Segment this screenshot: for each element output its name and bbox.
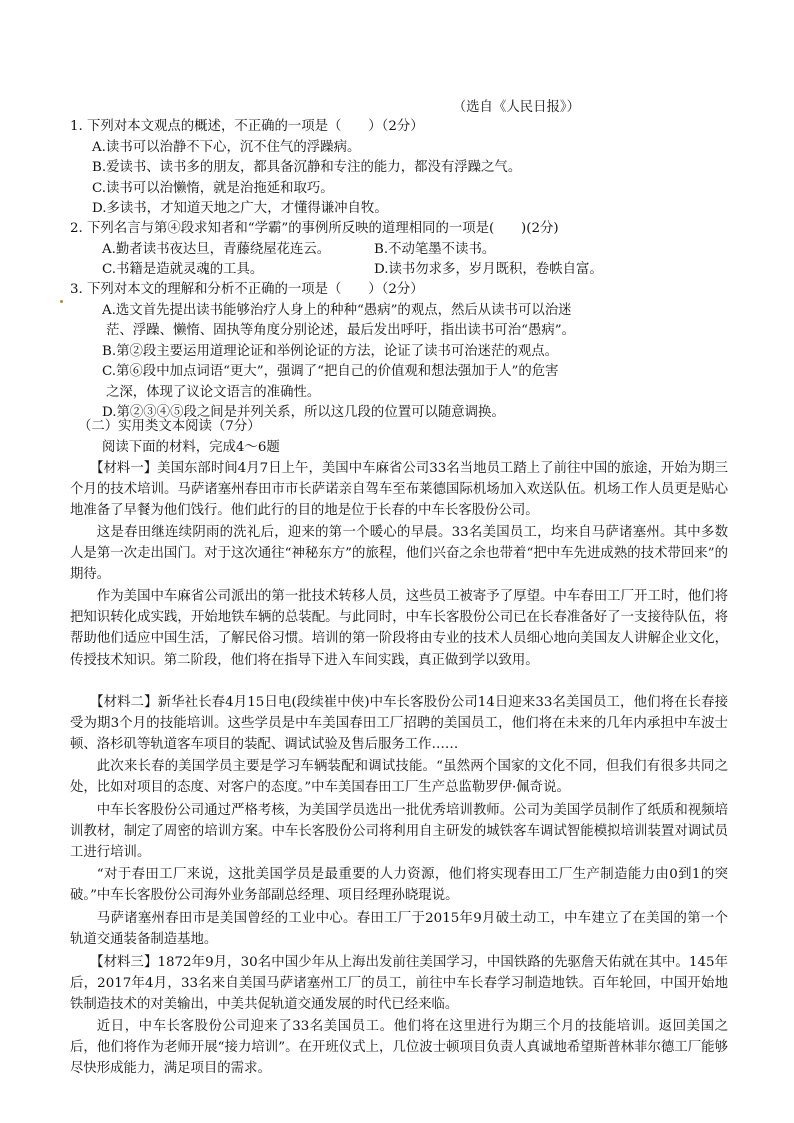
option-d: D.读书勿求多，岁月既积，卷帙自富。 (374, 262, 603, 277)
option-b: B.第②段主要运用道理论证和举例论证的方法，论证了读书可治迷茫的观点。 (102, 343, 558, 359)
paragraph: 【材料一】美国东部时间4月7日上午，美国中车麻省公司33名当地员工踏上了前往中国的旅途，开始为期三个月的技术培训。马萨诸塞州春田市市长萨诺亲自驾车至布莱德国际机场加入欢送队伍。机场工作人员更是贴心地准备了早餐为他们饯行。他们此行的目的地是位于长春的中车长客股份公司。 (70, 461, 728, 519)
option-a: A.读书可以治静不下心，沉不住气的浮躁病。 (92, 139, 361, 155)
option-d: D.第②③④⑤段之间是并列关系，所以这几段的位置可以随意调换。 (102, 405, 505, 420)
source-note: （选自《人民日报》） (452, 100, 580, 115)
question-3 (70, 280, 730, 424)
paragraph: 【材料二】新华社长春4月15日电(段续崔中侠)中车长客股份公司14日迎来33名美国员工，他们将在长春接受为期3个月的技能培训。这些学员是中车美国春田工厂招聘的美国员工，他们将在未来的几年内承担中车波士顿、洛杉矶等轨道客车项目的装配、调试试验及售后服务工作…… (70, 695, 728, 753)
question-stem: 3. 下列对本文的理解和分析不正确的一项是（ ）（2分） (70, 282, 424, 297)
paragraph: 此次来长春的美国学员主要是学习车辆装配和调试技能。“虽然两个国家的文化不同，但我们有很多共同之处，比如对项目的态度、对客户的态度。”中车美国春田工厂生产总监勒罗伊·佩奇说。 (70, 759, 728, 796)
paragraph: 中车长客股份公司通过严格考核，为美国学员选出一批优秀培训教师。公司为美国学员制作了纸质和视频培训教材，制定了周密的培训方案。中车长客股份公司将利用自主研发的城铁客车调试智能模拟培训装置对调试员工进行培训。 (70, 803, 728, 861)
option-c: C.第⑥段中加点词语“更大”，强调了“把自己的价值观和想法强加于人”的危害 (102, 364, 559, 379)
option-c: C.书籍是造就灵魂的工具。 (102, 262, 264, 277)
paragraph: 近日，中车长客股份公司迎来了33名美国员工。他们将在这里进行为期三个月的技能培训。返回美国之后，他们将作为老师开展“接力培训”。在开班仪式上，几位波士顿项目负责人真诚地希望斯普林菲尔德工厂能够尽快形成能力，满足项目的需求。 (70, 1019, 728, 1077)
option-a: A.勤者读书夜达旦，青藤绕屋花连云。 (102, 241, 331, 257)
paragraph: 这是春田继连续阴雨的洗礼后，迎来的第一个暖心的早晨。33名美国员工，均来自马萨诸塞州。其中多数人是第一次走出国门。对于这次通往“神秘东方”的旅程，他们兴奋之余也带着“把中车先进成熟的技术带回来”的期待。 (70, 525, 728, 583)
question-2 (70, 219, 730, 281)
section-title: （二）实用类文本阅读（7分） (78, 419, 261, 434)
question-1 (70, 117, 730, 220)
option-row (70, 240, 730, 261)
paragraph: 【材料三】1872年9月，30名中国少年从上海出发前往美国学习，中国铁路的先驱詹天佑就在其中。145年后，2017年4月，33名来自美国马萨诸塞州工厂的员工，前往中车长春学习制造地铁。百年轮回，中国开始地铁制造技术的对美输出，中美共促轨道交通发展的时代已经来临。 (70, 955, 728, 1013)
option-d: D.多读书，才知道天地之广大，才懂得谦冲自牧。 (92, 201, 388, 216)
option-a: A.选文首先提出读书能够治疗人身上的种种“愚病”的观点，然后从读书可以治迷 (102, 302, 572, 318)
section-instruction: 阅读下面的材料，完成4～6题 (102, 439, 280, 455)
option-c-continued: 之深，体现了议论文语言的准确性。 (106, 384, 321, 400)
decorative-dot (60, 300, 63, 303)
paragraph: 作为美国中车麻省公司派出的第一批技术转移人员，这些员工被寄予了厚望。中车春田工厂开工时，他们将把知识转化成实践，开始地铁车辆的总装配。与此同时，中车长客股份公司已在长春准备好了一支接待队伍，将帮助他们适应中国生活，了解民俗习惯。培训的第一阶段将由专业的技术人员细心地向美国友人讲解企业文化，传授技术知识。第二阶段，他们将在指导下进入车间实践，真正做到学以致用。 (70, 589, 728, 668)
paragraph: 马萨诸塞州春田市是美国曾经的工业中心。春田工厂于2015年9月破土动工，中车建立了在美国的第一个轨道交通装备制造基地。 (70, 911, 728, 948)
option-a-continued: 茫、浮躁、懒惰、固执等角度分别论述，最后发出呼吁，指出读书可治“愚病”。 (106, 323, 575, 338)
option-b: B.不动笔墨不读书。 (374, 241, 496, 257)
option-b: B.爱读书、读书多的朋友，都具备沉静和专注的能力，都没有浮躁之气。 (92, 160, 522, 175)
section-2 (70, 417, 730, 458)
option-c: C.读书可以治懒惰，就是治拖延和取巧。 (92, 180, 334, 196)
question-stem: 2. 下列名言与第④段求知者和“学霸”的事例所反映的道理相同的一项是( )(2分) (70, 221, 559, 236)
option-row (70, 260, 730, 281)
paragraph: “对于春田工厂来说，这批美国学员是最重要的人力资源，他们将实现春田工厂生产制造能力由0到1的突破。”中车长客股份公司海外业务部副总经理、项目经理孙晓琨说。 (70, 867, 728, 904)
question-stem: 1. 下列对本文观点的概述，不正确的一项是（ ）（2分） (70, 119, 424, 134)
